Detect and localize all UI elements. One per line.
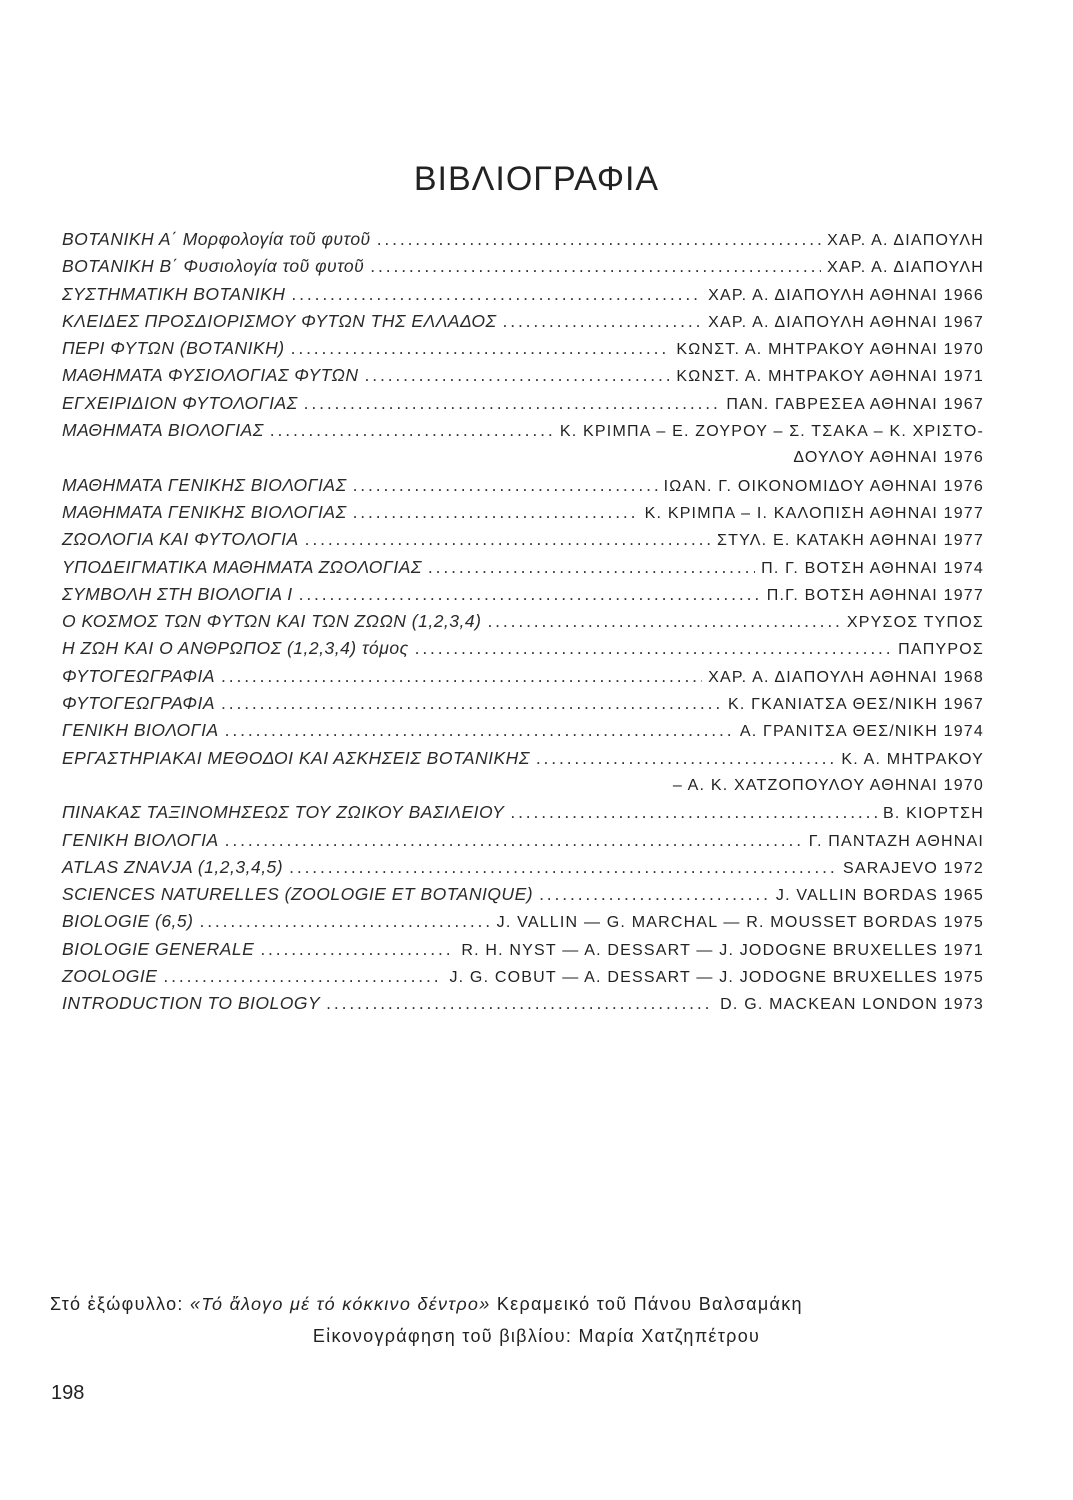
entry-line [62, 799, 984, 826]
entry-title: ΕΓΧΕΙΡΙΔΙΟΝ ΦΥΤΟΛΟΓΙΑΣ [62, 392, 298, 413]
entry-line [62, 390, 984, 417]
bibliography-entry [62, 554, 984, 581]
entry-author: ΠΑΠΥΡΟΣ [898, 641, 984, 659]
entry-line [62, 663, 984, 690]
entry-line [62, 936, 984, 963]
entry-title: Η ΖΩΗ ΚΑΙ Ο ΑΝΘΡΩΠΟΣ (1,2,3,4) τόμος [62, 638, 409, 659]
bibliography-entry [62, 362, 984, 389]
bibliography-entry [62, 690, 984, 717]
entry-author: ΣΤΥΛ. Ε. ΚΑΤΑΚΗ ΑΘΗΝΑΙ 1977 [717, 532, 984, 550]
bibliography-entry [62, 908, 984, 935]
entry-line [62, 635, 984, 662]
dot-leader [225, 827, 803, 854]
page-title: ΒΙΒΛΙΟΓΡΑΦΙΑ [413, 160, 660, 198]
entry-title: ΒΟΤΑΝΙΚΗ Α΄ Μορφολογία τοῦ φυτοῦ [62, 229, 371, 249]
bibliography-entry [62, 881, 984, 908]
entry-title: SCIENCES NATURELLES (ZOOLOGIE ET BOTANIQUE) [62, 884, 534, 905]
entry-line [62, 581, 984, 608]
illustration-credit: Εἰκονογράφηση τοῦ βιβλίου: Μαρία Χατζηπέτρου [312, 1326, 761, 1346]
bibliography-entry [62, 499, 984, 526]
entry-author: D. G. MACKEAN LONDON 1973 [720, 996, 984, 1014]
page-number: 198 [51, 1382, 85, 1404]
entry-line [62, 226, 984, 253]
entry-title: ΓΕΝΙΚΗ ΒΙΟΛΟΓΙΑ [62, 720, 219, 741]
dot-leader [270, 417, 554, 444]
dot-leader [377, 226, 821, 253]
entry-title: BIOLOGIE (6,5) [62, 911, 194, 932]
bibliography-entry [62, 990, 984, 1017]
entry-line [62, 963, 984, 990]
bibliography-entry [62, 608, 984, 635]
entry-title: ΣΥΣΤΗΜΑΤΙΚΗ ΒΟΤΑΝΙΚΗ [62, 283, 286, 304]
entry-title: ΠΙΝΑΚΑΣ ΤΑΞΙΝΟΜΗΣΕΩΣ ΤΟΥ ΖΩΙΚΟΥ ΒΑΣΙΛΕΙΟΥ [62, 802, 505, 823]
bibliography-entry [62, 472, 984, 499]
entry-author: ΠΑΝ. ΓΑΒΡΕΣΕΑ ΑΘΗΝΑΙ 1967 [726, 395, 984, 413]
dot-leader [291, 281, 702, 308]
entry-title: ATLAS ZNAVJA (1,2,3,4,5) [62, 856, 284, 877]
bibliography-entry [62, 963, 984, 990]
entry-author: ΧΑΡ. Α. ΔΙΑΠΟΥΛΗ [827, 259, 984, 277]
bibliography-entry [62, 635, 984, 662]
entry-author: Π. Γ. ΒΟΤΣΗ ΑΘΗΝΑΙ 1974 [761, 559, 984, 577]
entry-line [62, 908, 984, 935]
entry-line [62, 854, 984, 881]
bibliography-entry [62, 581, 984, 608]
entry-author: ΧΑΡ. Α. ΔΙΑΠΟΥΛΗ ΑΘΗΝΑΙ 1967 [708, 313, 984, 331]
entry-continuation-line [62, 444, 984, 471]
entry-author: ΚΩΝΣΤ. Α. ΜΗΤΡΑΚΟΥ ΑΘΗΝΑΙ 1971 [676, 368, 984, 386]
bibliography-entry [62, 335, 984, 362]
entry-author: Γ. ΠΑΝΤΑΖΗ ΑΘΗΝΑΙ [808, 832, 984, 850]
bibliography-entry [62, 936, 984, 963]
entry-author: J. VALLIN BORDAS 1965 [775, 887, 984, 905]
bibliography-entry [62, 663, 984, 690]
entry-line [62, 253, 984, 280]
entry-author: R. H. NYST — A. DESSART — J. JODOGNE BRUXELLES 1971 [461, 941, 984, 959]
bibliography-entry [62, 827, 984, 854]
bibliography-entry [62, 745, 984, 800]
entry-title: ΠΕΡΙ ΦΥΤΩΝ (ΒΟΤΑΝΙΚΗ) [62, 338, 285, 359]
entry-line [62, 881, 984, 908]
entry-title: ΦΥΤΟΓΕΩΓΡΑΦΙΑ [62, 693, 216, 714]
dot-leader [353, 499, 639, 526]
dot-leader [163, 963, 443, 990]
bibliography-entry [62, 253, 984, 280]
dot-leader [536, 745, 836, 772]
entry-title: ΚΛΕΙΔΕΣ ΠΡΟΣΔΙΟΡΙΣΜΟΥ ΦΥΤΩΝ ΤΗΣ ΕΛΛΑΔΟΣ [62, 310, 497, 331]
bibliography-entry [62, 417, 984, 472]
dot-leader [221, 663, 702, 690]
entry-title: ΥΠΟΔΕΙΓΜΑΤΙΚΑ ΜΑΘΗΜΑΤΑ ΖΩΟΛΟΓΙΑΣ [62, 556, 422, 577]
dot-leader [365, 362, 671, 389]
dot-leader [221, 690, 722, 717]
entry-line [62, 717, 984, 744]
entry-author: J. VALLIN — G. MARCHAL — R. MOUSSET BORDAS 1975 [496, 914, 984, 932]
dot-leader [503, 308, 703, 335]
dot-leader [305, 526, 711, 553]
entry-author: ΙΩΑΝ. Γ. ΟΙΚΟΝΟΜΙΔΟΥ ΑΘΗΝΑΙ 1976 [663, 477, 984, 495]
entry-author: SARAJEVO 1972 [843, 859, 984, 877]
entry-title: BIOLOGIE GENERALE [62, 938, 255, 959]
entry-author: ΧΑΡ. Α. ΔΙΑΠΟΥΛΗ [827, 232, 984, 249]
bibliography-entry [62, 281, 984, 308]
dot-leader [326, 990, 714, 1017]
cover-credit-artist: Κεραμεικό τοῦ Πάνου Βαλσαμάκη [496, 1294, 803, 1314]
entry-author: J. G. COBUT — A. DESSART — J. JODOGNE BRUXELLES 1975 [449, 969, 984, 987]
entry-author: Κ. Α. ΜΗΤΡΑΚΟΥ [841, 750, 984, 768]
dot-leader [304, 390, 721, 417]
entry-title: ΜΑΘΗΜΑΤΑ ΓΕΝΙΚΗΣ ΒΙΟΛΟΓΙΑΣ [62, 474, 347, 495]
dot-leader [291, 335, 671, 362]
bibliography-entry [62, 308, 984, 335]
entry-title: Ο ΚΟΣΜΟΣ ΤΩΝ ΦΥΤΩΝ ΚΑΙ ΤΩΝ ΖΩΩΝ (1,2,3,4) [62, 611, 482, 632]
bibliography-entry [62, 390, 984, 417]
entry-line [62, 526, 984, 553]
entry-title: ΖΩΟΛΟΓΙΑ ΚΑΙ ΦΥΤΟΛΟΓΙΑ [62, 529, 299, 550]
bibliography-entry [62, 226, 984, 253]
cover-credit [50, 1294, 973, 1315]
entry-author: Κ. ΓΚΑΝΙΑΤΣΑ ΘΕΣ/ΝΙΚΗ 1967 [727, 696, 984, 714]
bibliography-entry [62, 526, 984, 553]
entry-title: ΜΑΘΗΜΑΤΑ ΒΙΟΛΟΓΙΑΣ [62, 420, 264, 441]
entry-line [62, 281, 984, 308]
dot-leader [199, 908, 490, 935]
entry-title: INTRODUCTION TO BIOLOGY [62, 993, 321, 1014]
entry-title: ΓΕΝΙΚΗ ΒΙΟΛΟΓΙΑ [62, 829, 219, 850]
cover-artwork-title: «Τό ἄλογο μέ τό κόκκινο δέντρο» [190, 1294, 491, 1314]
dot-leader [260, 936, 455, 963]
entry-title: ΒΟΤΑΝΙΚΗ Β΄ Φυσιολογία τοῦ φυτοῦ [62, 256, 365, 277]
entry-author: Α. ΓΡΑΝΙΤΣΑ ΘΕΣ/ΝΙΚΗ 1974 [739, 723, 984, 741]
entry-line [62, 608, 984, 635]
dot-leader [487, 608, 840, 635]
dot-leader [415, 635, 893, 662]
entry-title: ΕΡΓΑΣΤΗΡΙΑΚΑΙ ΜΕΘΟΔΟΙ ΚΑΙ ΑΣΚΗΣΕΙΣ ΒΟΤΑΝΙΚΗΣ [62, 747, 530, 768]
entry-title: ZOOLOGIE [62, 966, 158, 987]
entry-line [62, 745, 984, 772]
entry-title: ΣΥΜΒΟΛΗ ΣΤΗ ΒΙΟΛΟΓΙΑ Ι [62, 583, 293, 604]
entry-author: ΧΡΥΣΟΣ ΤΥΠΟΣ [846, 614, 984, 632]
entry-continuation-line [62, 772, 984, 799]
entry-author: Π.Γ. ΒΟΤΣΗ ΑΘΗΝΑΙ 1977 [766, 586, 984, 604]
dot-leader [289, 854, 837, 881]
entry-line [62, 827, 984, 854]
entry-author: Κ. ΚΡΙΜΠΑ – Ε. ΖΟΥΡΟΥ – Σ. ΤΣΑΚΑ – Κ. ΧΡΙΣΤΟ- [559, 423, 984, 441]
dot-leader [353, 472, 658, 499]
entry-author: Κ. ΚΡΙΜΠΑ – Ι. ΚΑΛΟΠΙΣΗ ΑΘΗΝΑΙ 1977 [644, 504, 984, 522]
entry-title: ΜΑΘΗΜΑΤΑ ΓΕΝΙΚΗΣ ΒΙΟΛΟΓΙΑΣ [62, 501, 347, 522]
entry-author: ΚΩΝΣΤ. Α. ΜΗΤΡΑΚΟΥ ΑΘΗΝΑΙ 1970 [676, 341, 984, 359]
entry-title: ΦΥΤΟΓΕΩΓΡΑΦΙΑ [62, 665, 216, 686]
entry-line [62, 472, 984, 499]
dot-leader [510, 799, 877, 826]
bibliography-entry [62, 799, 984, 826]
dot-leader [428, 554, 755, 581]
entry-author: ΧΑΡ. Α. ΔΙΑΠΟΥΛΗ ΑΘΗΝΑΙ 1966 [708, 286, 984, 304]
dot-leader [299, 581, 761, 608]
bibliography-list [62, 226, 984, 1018]
entry-author-continuation: – Α. Κ. ΧΑΤΖΟΠΟΥΛΟΥ ΑΘΗΝΑΙ 1970 [672, 776, 984, 794]
entry-line [62, 308, 984, 335]
bibliography-entry [62, 717, 984, 744]
entry-author: ΧΑΡ. Α. ΔΙΑΠΟΥΛΗ ΑΘΗΝΑΙ 1968 [708, 668, 984, 686]
entry-line [62, 690, 984, 717]
dot-leader [225, 717, 734, 744]
bibliography-entry [62, 854, 984, 881]
entry-line [62, 990, 984, 1017]
entry-line [62, 335, 984, 362]
entry-author: Β. ΚΙΟΡΤΣΗ [882, 805, 984, 823]
entry-line [62, 499, 984, 526]
entry-line [62, 554, 984, 581]
entry-author-continuation: ΔΟΥΛΟΥ ΑΘΗΝΑΙ 1976 [793, 449, 984, 467]
entry-line [62, 362, 984, 389]
dot-leader [539, 881, 770, 908]
entry-title: ΜΑΘΗΜΑΤΑ ΦΥΣΙΟΛΟΓΙΑΣ ΦΥΤΩΝ [62, 365, 359, 386]
dot-leader [370, 253, 821, 280]
entry-line [62, 417, 984, 444]
cover-credit-prefix: Στό ἐξώφυλλο: [50, 1294, 184, 1314]
